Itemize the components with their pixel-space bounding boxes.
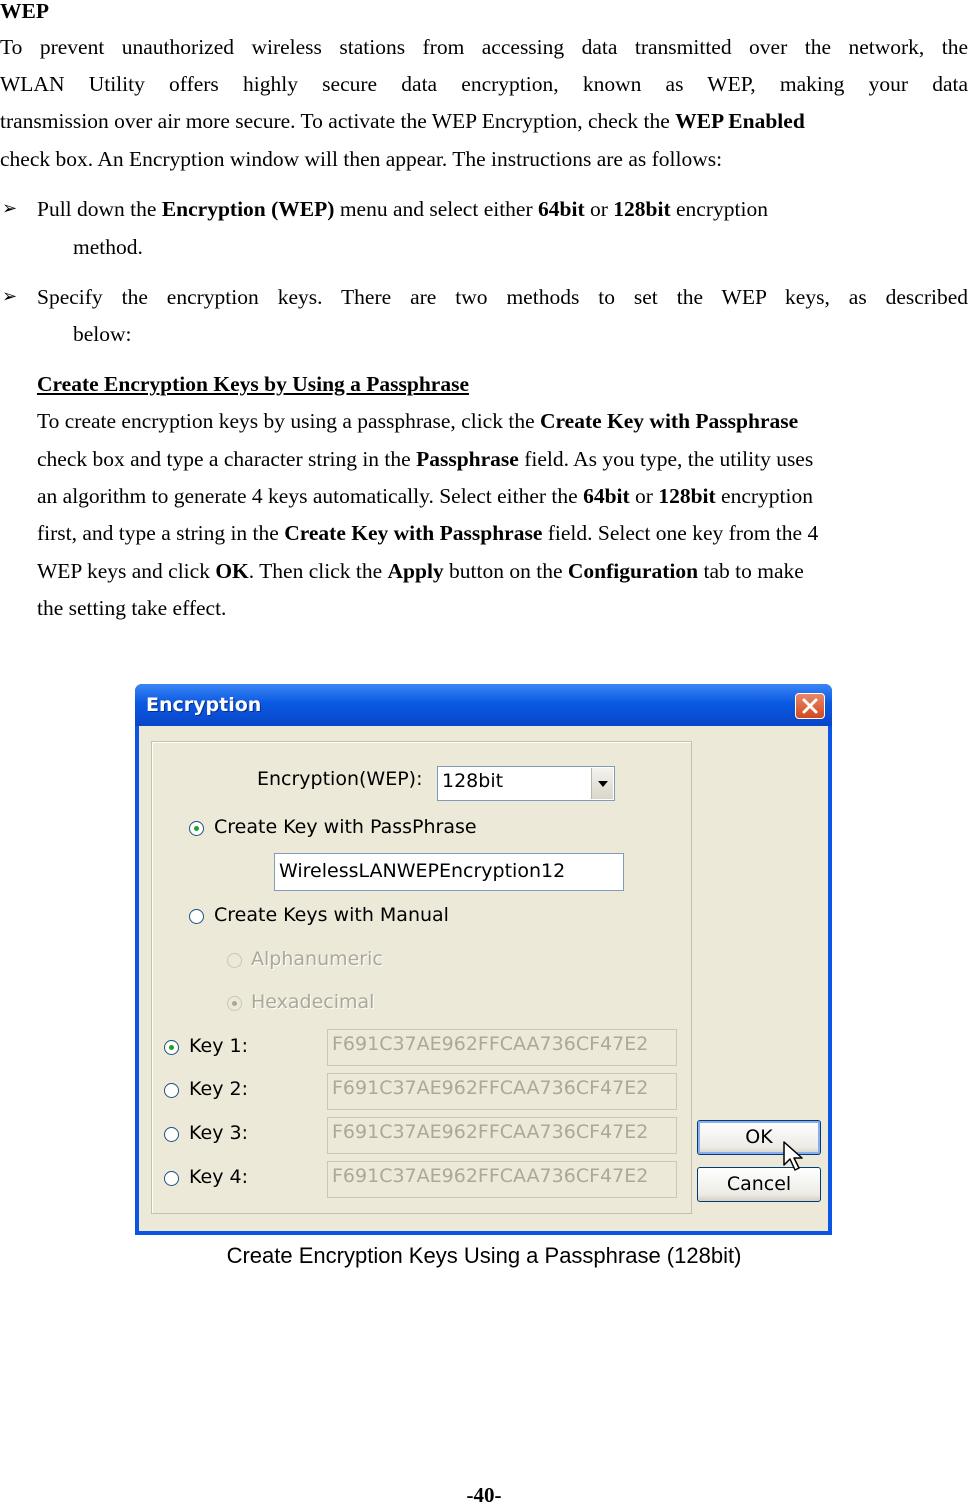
manual-radio[interactable] [189, 909, 204, 924]
subsection-line-2: check box and type a character string in the Passphrase field. As you type, the utility uses [37, 447, 814, 471]
subsection-line-1: To create encryption keys by using a passphrase, click the Create Key with Passphrase [37, 409, 799, 433]
encryption-label: Encryption(WEP): [257, 768, 423, 790]
subsection-line-6: the setting take effect. [37, 596, 227, 620]
dialog-titlebar[interactable] [135, 684, 832, 726]
key-2-label: Key 2: [189, 1078, 248, 1100]
intro-line-4: check box. An Encryption window will then appear. The instructions are as follows: [0, 147, 723, 171]
alphanumeric-radio[interactable] [227, 953, 242, 968]
page-number: -40- [466, 1483, 502, 1507]
manual-option-label: Create Keys with Manual [214, 904, 449, 926]
encryption-dropdown-button[interactable] [591, 768, 613, 799]
chevron-down-icon [598, 781, 608, 787]
key-1-field[interactable]: F691C37AE962FFCAA736CF47E2 [327, 1029, 677, 1066]
arrow-bullet-icon: ➢ [2, 286, 18, 307]
subsection-line-4: first, and type a string in the Create Key with Passphrase field. Select one key from the 4 [37, 521, 819, 545]
close-button[interactable] [795, 693, 825, 719]
subsection-line-3: an algorithm to generate 4 keys automatically. Select either the 64bit or 128bit encryption [37, 484, 813, 508]
arrow-bullet-icon: ➢ [2, 198, 18, 219]
passphrase-radio[interactable] [189, 821, 204, 836]
dialog-client-area [139, 726, 828, 1231]
hexadecimal-radio[interactable] [227, 996, 242, 1011]
bullet-1-line-2: method. [73, 235, 143, 259]
encryption-select-value: 128bit [442, 770, 504, 792]
subsection-line-5: WEP keys and click OK. Then click the Apply button on the Configuration tab to make [37, 559, 804, 583]
bullet-1-line-1: Pull down the Encryption (WEP) menu and select either 64bit or 128bit encryption [37, 197, 768, 221]
bullet-2-line-2: below: [73, 322, 132, 346]
dialog-title: Encryption [146, 694, 262, 716]
key-2-field[interactable]: F691C37AE962FFCAA736CF47E2 [327, 1073, 677, 1110]
figure-caption: Create Encryption Keys Using a Passphrase (128bit) [226, 1243, 742, 1268]
key-3-label: Key 3: [189, 1122, 248, 1144]
key-2-radio[interactable] [164, 1083, 179, 1098]
key-4-radio[interactable] [164, 1171, 179, 1186]
key-4-label: Key 4: [189, 1166, 248, 1188]
key-3-radio[interactable] [164, 1127, 179, 1142]
passphrase-option-label: Create Key with PassPhrase [214, 816, 477, 838]
key-1-label: Key 1: [189, 1035, 248, 1057]
intro-line-2: WLAN Utility offers highly secure data encryption, known as WEP, making your data [0, 72, 968, 96]
key-3-field[interactable]: F691C37AE962FFCAA736CF47E2 [327, 1117, 677, 1154]
key-1-radio[interactable] [164, 1040, 179, 1055]
subsection-title: Create Encryption Keys by Using a Passphrase [37, 372, 470, 396]
bullet-2-line-1: Specify the encryption keys. There are two methods to set the WEP keys, as described [37, 285, 968, 309]
section-heading: WEP [0, 0, 49, 23]
passphrase-input-value: WirelessLANWEPEncryption12 [279, 860, 566, 882]
alphanumeric-label: Alphanumeric [251, 948, 383, 970]
intro-line-1: To prevent unauthorized wireless stations from accessing data transmitted over the network, the [0, 35, 968, 59]
ok-button[interactable]: OK [697, 1120, 821, 1155]
passphrase-input[interactable] [274, 853, 624, 891]
close-icon [802, 698, 818, 714]
cancel-button[interactable]: Cancel [697, 1167, 821, 1202]
mouse-pointer-icon [783, 1141, 807, 1173]
hexadecimal-label: Hexadecimal [251, 991, 375, 1013]
encryption-select[interactable] [437, 766, 615, 801]
key-4-field[interactable]: F691C37AE962FFCAA736CF47E2 [327, 1161, 677, 1198]
intro-line-3: transmission over air more secure. To activate the WEP Encryption, check the WEP Enabled [0, 109, 805, 133]
